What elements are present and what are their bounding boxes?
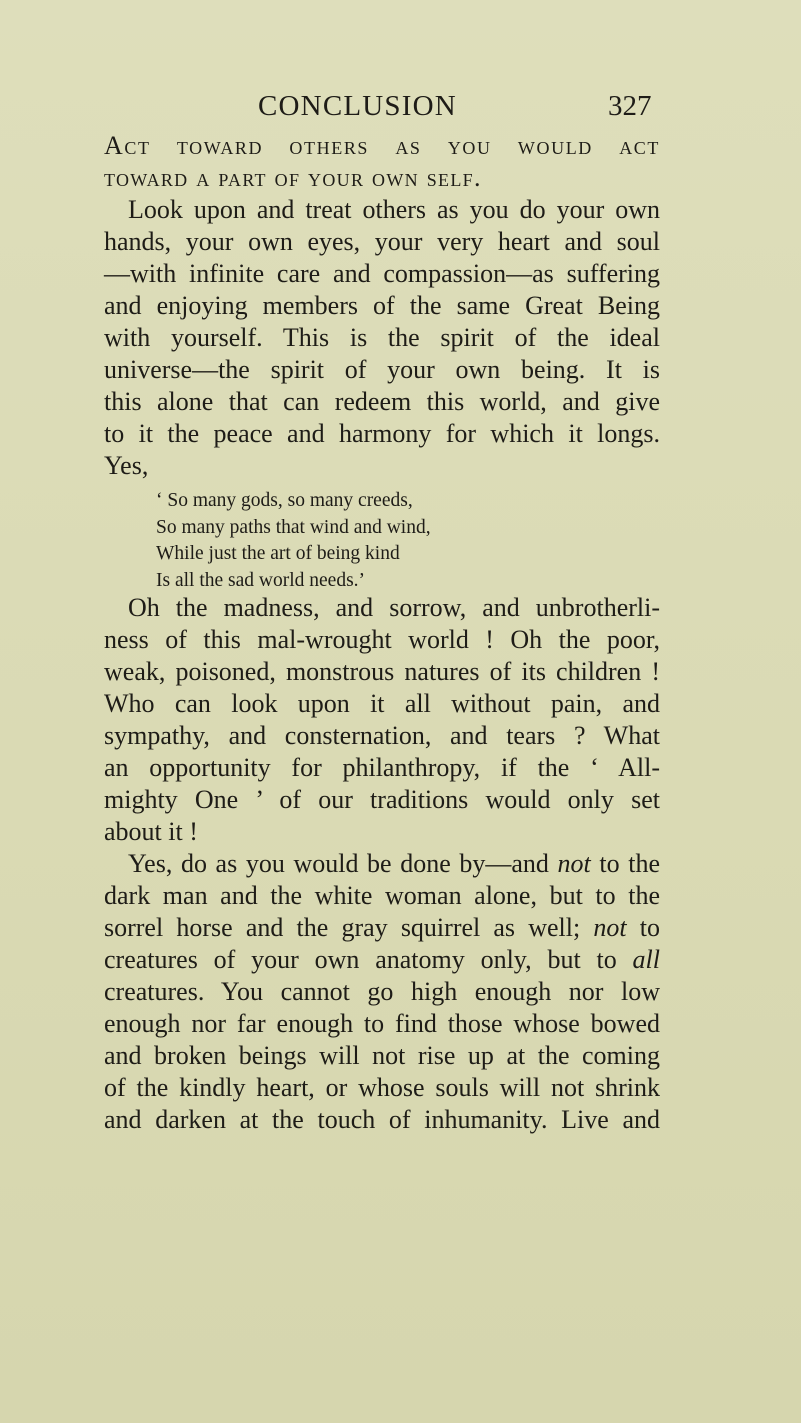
text-line: about it ! [104,817,198,846]
verse-line: While just the art of being kind [156,543,400,564]
text-line [104,848,660,880]
text-line: Oh the madness, and sorrow, and unbrotherli- [128,593,660,622]
text-line: this alone that can redeem this world, and give [104,387,660,416]
text-line: weak, poisoned, monstrous natures of its children ! [104,657,660,686]
text-line: and enjoying members of the same Great Being [104,291,660,320]
text-line: sympathy, and consternation, and tears ? What [104,721,660,750]
text-line: Who can look upon it all without pain, and [104,689,660,718]
verse-line: ‘ So many gods, so many creeds, [156,490,413,511]
text-line: mighty One ’ of our traditions would only set [104,785,660,814]
text-line: with yourself. This is the spirit of the ideal [104,323,660,352]
paragraph-1 [104,130,660,482]
text-line: enough nor far enough to find those whose bowed [104,1009,660,1038]
text-line: an opportunity for philanthropy, if the ‘ All- [104,753,660,782]
verse-quote [156,488,431,594]
text-run: creatures of your own anatomy only, but to [104,945,633,974]
text-run: Yes, do as you would be done by—and [128,849,558,878]
verse-line: Is all the sad world needs.’ [156,569,366,591]
text-line: Look upon and treat others as you do your own [128,195,660,224]
text-run: to the [590,849,660,878]
text-line: ness of this mal-wrought world ! Oh the poor, [104,625,660,654]
page-number: 327 [608,90,652,122]
text-line: hands, your own eyes, your very heart and soul [104,227,660,256]
text-line: Act toward others as you would act [104,131,660,160]
running-head: CONCLUSION [258,90,457,122]
text-line: toward a part of your own self. [104,163,482,192]
text-line: —with infinite care and compassion—as suffering [104,259,660,288]
verse-line: So many paths that wind and wind, [156,516,431,538]
text-line [104,912,660,944]
italic-run: not [593,913,627,942]
text-line: dark man and the white woman alone, but to the [104,881,660,910]
text-run: to [626,913,660,942]
text-line: to it the peace and harmony for which it longs. [104,419,660,448]
page-header [0,86,801,126]
text-line: of the kindly heart, or whose souls will not shrink [104,1073,660,1102]
text-line: creatures. You cannot go high enough nor low [104,977,660,1006]
text-run: sorrel horse and the gray squirrel as well; [104,913,594,942]
text-line: Yes, [104,451,149,480]
italic-run: all [632,945,660,974]
text-line: universe—the spirit of your own being. It is [104,355,660,384]
text-line: and broken beings will not rise up at the coming [104,1041,660,1070]
paragraph-2 [104,592,660,1136]
text-line: and darken at the touch of inhumanity. Live and [104,1105,660,1134]
text-line [104,944,660,976]
italic-run: not [557,849,591,878]
